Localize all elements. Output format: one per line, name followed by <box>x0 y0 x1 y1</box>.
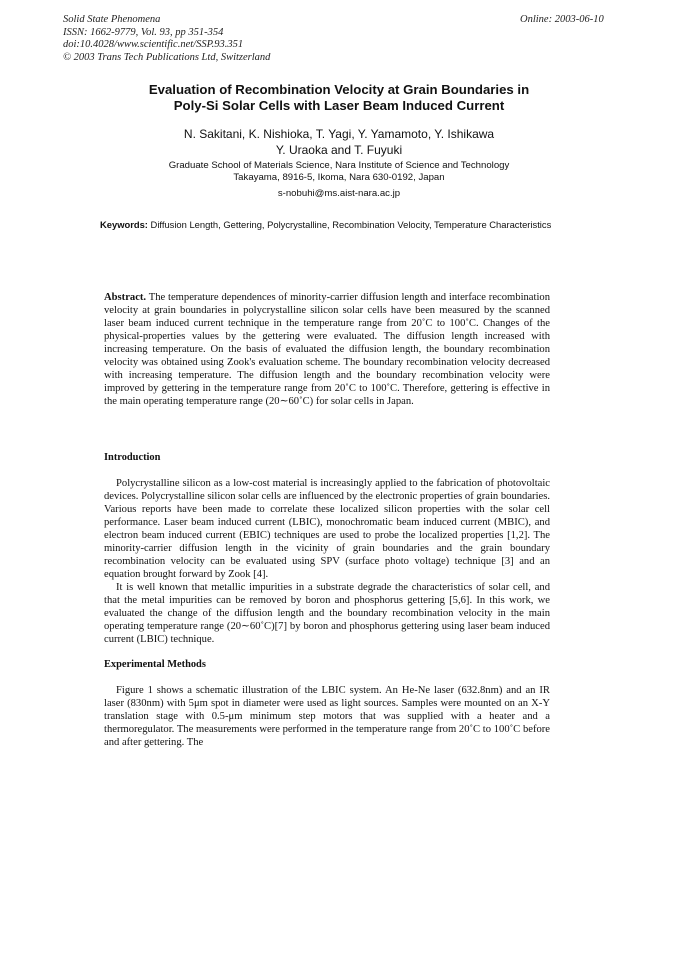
affiliation-line-2: Takayama, 8916-5, Ikoma, Nara 630-0192, Japan <box>233 172 445 183</box>
journal-name: Solid State Phenomena <box>63 14 161 25</box>
abstract-text: The temperature dependences of minority-carrier diffusion length and interface recombination velocity at grain boundaries in polycrystalline silicon solar cells have been measured by the scanned laser beam induced current technique in the temperature range from 20˚C to 100˚C. Changes of the physical-properties values by the gettering were evaluated. The diffusion length increased with increasing temperature. On the basis of evaluated the diffusion length, the boundary recombination velocity was obtained using Zook's evaluation scheme. The boundary recombination velocity decreased with increasing temperature. The diffusion length and the boundary recombination velocity were improved by gettering in the temperature range from 20˚C to 100˚C. Therefore, gettering is effective in the main operating temperature range (20∼60˚C) for solar cells in Japan. <box>104 292 550 407</box>
affiliation <box>60 160 618 200</box>
title-line-2: Poly-Si Solar Cells with Laser Beam Induced Current <box>173 98 505 113</box>
journal-header <box>63 14 270 64</box>
issn-line: ISSN: 1662-9779, Vol. 93, pp 351-354 <box>63 26 224 38</box>
keywords-block <box>100 219 570 231</box>
title-line-1: Evaluation of Recombination Velocity at Grain Boundaries in <box>148 82 530 97</box>
methods-section <box>104 684 550 749</box>
introduction-paragraph-1: Polycrystalline silicon as a low-cost material is increasingly applied to the fabrication of photovoltaic devices. Polycrystalline silicon solar cells are influenced by the electronic properties of grain boundaries. Various reports have been made to correlate these localized silicon properties with the solar cell performance. Laser beam induced current (LBIC), monochromatic beam induced current (MBIC), and electron beam induced current (EBIC) techniques are used to probe the localized properties [1,2]. The minority-carrier diffusion length in the vicinity of grain boundaries and the grain boundary recombination velocity can be evaluated using SPV (surface photo voltage) technique [3] and an equation brought forward by Zook [4]. <box>104 478 550 580</box>
affiliation-line-1: Graduate School of Materials Science, Nara Institute of Science and Technology <box>168 160 510 171</box>
methods-heading: Experimental Methods <box>104 659 206 670</box>
introduction-heading: Introduction <box>104 452 161 463</box>
introduction-section <box>104 477 550 646</box>
abstract-label: Abstract. <box>104 292 147 303</box>
copyright-line: © 2003 Trans Tech Publications Ltd, Switzerland <box>63 51 271 63</box>
introduction-paragraph-2: It is well known that metallic impurities in a substrate degrade the characteristics of solar cell, and that the metal impurities can be removed by boron and phosphorus gettering [5,6]. In this work, we evaluated the change of the diffusion length and the boundary recombination velocity in the main operating temperature range (20∼60˚C)[7] by boron and phosphorus gettering using laser beam induced current (LBIC) technique. <box>104 582 550 645</box>
authors-line-2: Y. Uraoka and T. Fuyuki <box>275 143 403 157</box>
doi-link[interactable]: doi:10.4028/www.scientific.net/SSP.93.351 <box>63 39 244 50</box>
abstract-section <box>104 291 550 408</box>
abstract-paragraph <box>104 291 550 408</box>
keywords-label: Keywords: <box>100 219 148 230</box>
authors-line-1: N. Sakitani, K. Nishioka, T. Yagi, Y. Yamamoto, Y. Ishikawa <box>183 127 495 141</box>
online-date: Online: 2003-06-10 <box>520 14 604 25</box>
paper-title <box>60 82 618 114</box>
keywords-text: Diffusion Length, Gettering, Polycrystalline, Recombination Velocity, Temperature Characteristics <box>150 219 552 230</box>
author-list <box>60 126 618 158</box>
email-link[interactable]: s-nobuhi@ms.aist-nara.ac.jp <box>277 188 401 199</box>
methods-paragraph-1: Figure 1 shows a schematic illustration of the LBIC system. An He-Ne laser (632.8nm) and an IR laser (830nm) with 5μm spot in diameter were used as light sources. Samples were mounted on an X-Y translation stage with 0.5-μm minimum step motors that was supplied with a heater and a thermoregulator. The measurements were performed in the temperature range from 20˚C to 100˚C before and after gettering. The <box>104 685 550 748</box>
